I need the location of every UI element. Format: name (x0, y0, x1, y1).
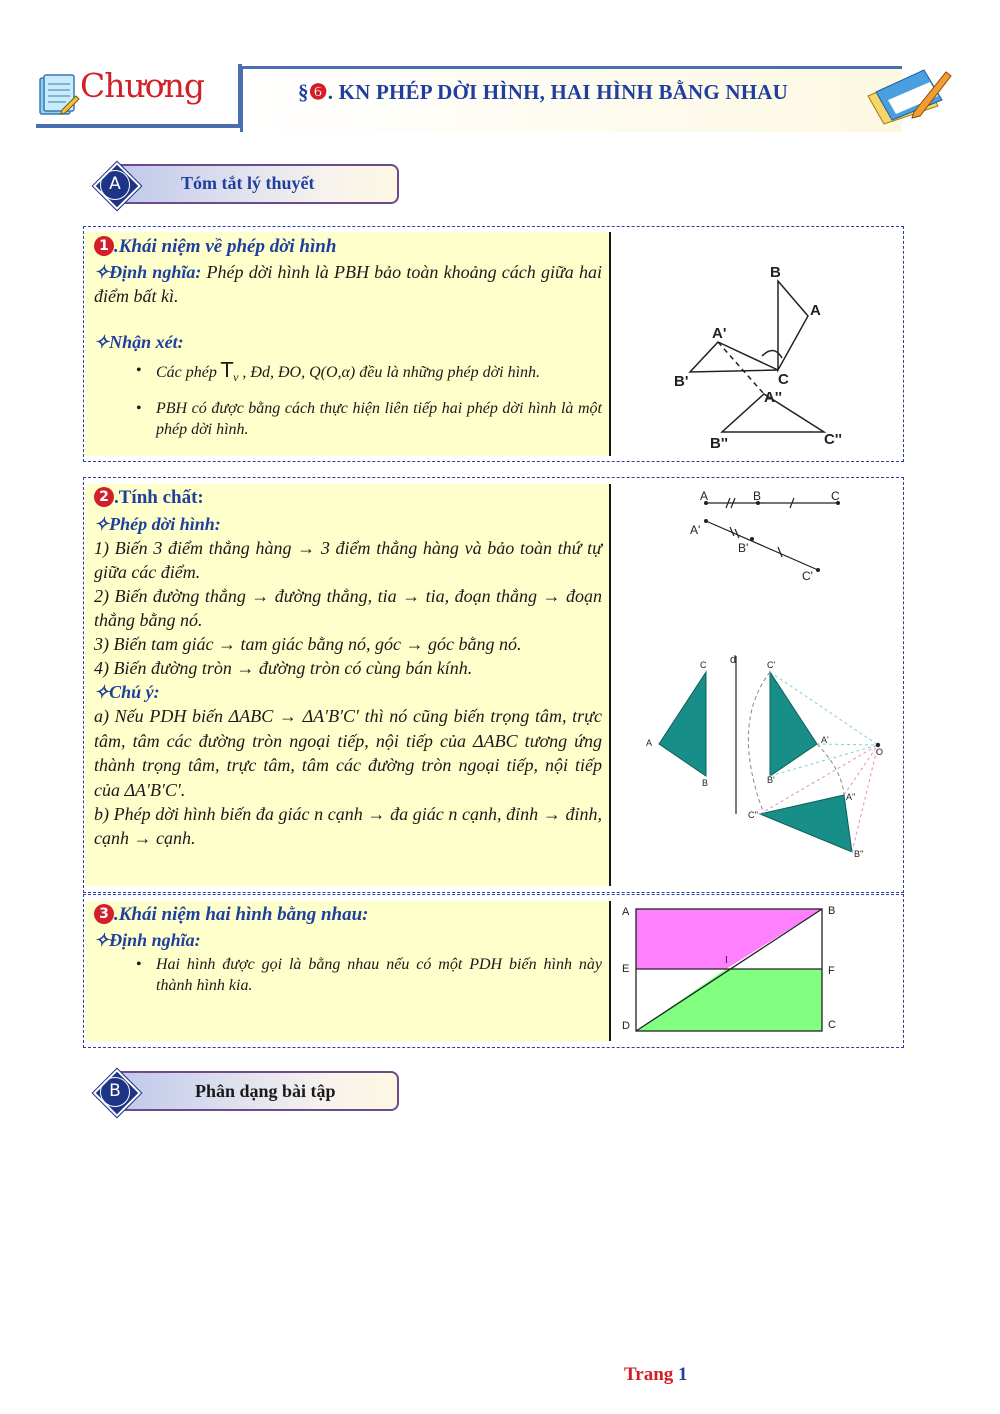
section-a-letter: A (98, 167, 132, 201)
fig2-label-C1: C' (802, 569, 813, 583)
fig1-label-C: C (778, 371, 789, 388)
fig2-label-B1: B' (738, 541, 749, 555)
fig1-label-B2: B'' (710, 435, 728, 452)
fig2-label-C: C (831, 489, 840, 503)
notebook-icon (36, 72, 80, 118)
fig2-label-tA2: A'' (846, 792, 856, 802)
block2-note-label: ✧Chú ý: (94, 682, 160, 702)
fig2-label-tB: B (702, 778, 709, 788)
section-title: §❻. KN PHÉP DỜI HÌNH, HAI HÌNH BẰNG NHAU (298, 80, 789, 104)
block1-text (94, 236, 602, 440)
section-b-title: Phân dạng bài tập (195, 1081, 336, 1101)
block3-bullet: • Hai hình được gọi là bằng nhau nếu có một PDH biến hình này thành hình kia. (94, 954, 602, 996)
fig3-label-E: E (622, 963, 630, 975)
block1-figure (612, 232, 902, 456)
fig2-label-tA: A (646, 738, 653, 748)
fig2-label-tA1: A' (821, 735, 829, 745)
fig1-label-B1: B' (674, 373, 689, 390)
fig3-label-C: C (828, 1019, 836, 1031)
block3-text (94, 904, 602, 996)
fig3-label-F: F (828, 965, 835, 977)
fig2-label-A1: A' (690, 523, 701, 537)
fig2-label-O: O (876, 747, 884, 757)
chapter-label: Chương (80, 66, 205, 105)
notes-pencil-icon (858, 66, 954, 128)
fig1-label-A1: A' (712, 325, 727, 342)
fig2-label-tC: C (700, 660, 707, 670)
block2-note-b: b) Phép dời hình biến đa giác n cạnh → đa giác n cạnh, đỉnh → đỉnh, cạnh → cạnh. (94, 804, 602, 849)
block2-sub-label: ✧Phép dời hình: (94, 514, 221, 534)
fig1-label-A: A (810, 302, 821, 319)
fig2-label-tB2: B'' (854, 849, 864, 859)
section-b-letter: B (98, 1074, 132, 1108)
fig2-label-B: B (753, 489, 762, 503)
page-number: Trang 1 (624, 1364, 688, 1385)
block2-item-3: 3) Biến tam giác → tam giác bằng nó, góc → góc bằng nó. (94, 634, 522, 654)
block2-figure (612, 484, 902, 886)
fig1-label-A2: A'' (764, 389, 782, 406)
fig1-label-B: B (770, 264, 781, 281)
fig3-label-D: D (622, 1020, 630, 1032)
block2-text (94, 487, 602, 850)
fig1-label-C2: C'' (824, 431, 842, 448)
fig2-label-tC1: C' (767, 660, 776, 670)
fig3-label-A: A (622, 906, 630, 918)
block2-item-4: 4) Biến đường tròn → đường tròn có cùng bán kính. (94, 658, 473, 678)
fig2-triangle-a1 (770, 672, 817, 776)
fig2-label-tB1: B' (767, 775, 775, 785)
block1-bullet-2: • PBH có được bằng cách thực hiện liên tiếp hai phép dời hình là một phép dời hình. (94, 398, 602, 440)
block1-definition: ✧Định nghĩa: Phép dời hình là PBH bảo toàn khoảng cách giữa hai điểm bất kì. (94, 262, 603, 306)
section-a-title: Tóm tắt lý thuyết (181, 173, 315, 193)
fig2-label-d: d (730, 654, 737, 666)
fig2-label-A: A (700, 489, 709, 503)
fig2-triangle-abc (659, 672, 706, 776)
block3-def-label: ✧Định nghĩa: (94, 930, 201, 950)
fig3-label-B: B (828, 905, 836, 917)
block2-item-2: 2) Biến đường thẳng → đường thẳng, tia → tia, đoạn thẳng → đoạn thẳng bằng nó. (94, 586, 602, 630)
block3-figure (612, 901, 902, 1041)
block3-heading: 3 .Khái niệm hai hình bằng nhau: (94, 904, 602, 926)
block1-bullet-1: • Các phép $T_v$ , Đd, ĐO, Q(O,α) đều là những phép dời hình. (94, 360, 602, 388)
fig3-label-I: I (725, 955, 728, 966)
fig2-label-tC2: C'' (748, 810, 758, 820)
fig2-triangle-a2 (760, 795, 852, 852)
block2-item-1: 1) Biến 3 điểm thẳng hàng → 3 điểm thẳng hàng và bảo toàn thứ tự giữa các điểm. (94, 538, 602, 582)
block1-heading: 1 .Khái niệm về phép dời hình (94, 236, 602, 258)
block2-heading: 2 .Tính chất: (94, 487, 602, 509)
block2-note-a: a) Nếu PDH biến ΔABC → ΔA′B′C′ thì nó cũng biến trọng tâm, trực tâm, tâm các đường tròn ngoại tiếp, nội tiếp của ΔABC tương ứng thành trọng tâm, trực tâm, tâm các đường tròn ngoại tiếp, nội tiếp của ΔA′B′C′. (94, 706, 602, 800)
block1-remark-label: ✧Nhận xét: (94, 332, 184, 352)
